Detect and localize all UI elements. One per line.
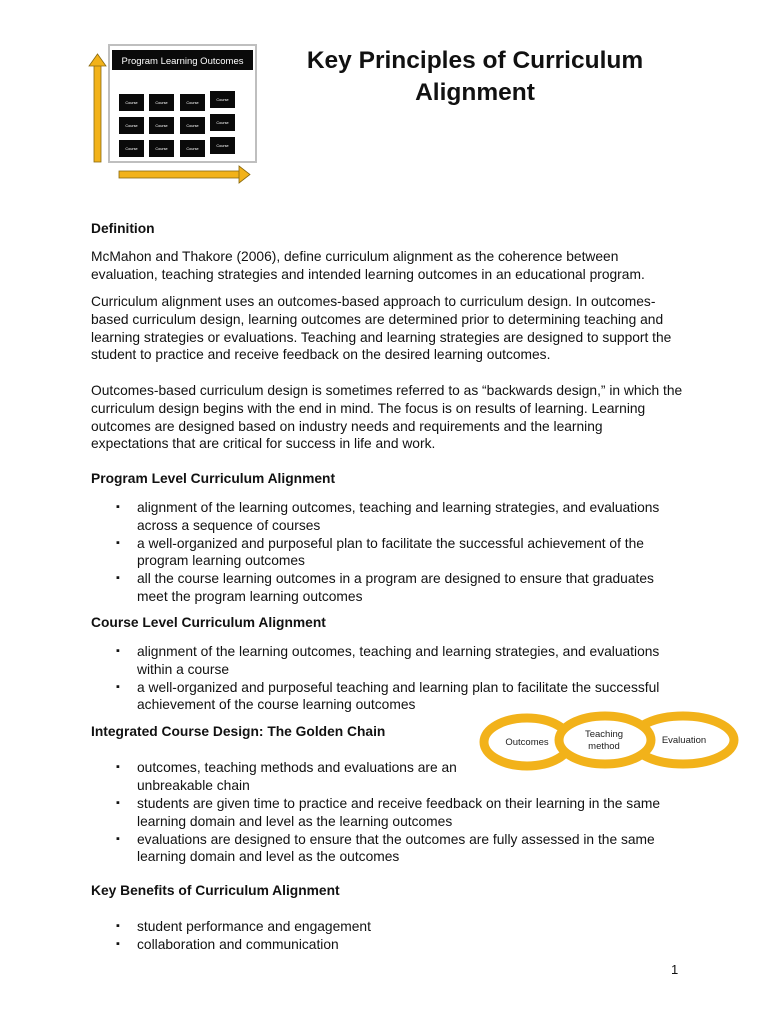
course-cell (180, 117, 205, 134)
benefits-list (91, 918, 681, 954)
course-cell-label: Course (125, 101, 138, 105)
outcomes-label: Outcomes (505, 737, 549, 748)
list-item: ▪ a well-organized and purposeful teaching and learning plan to facilitate the successful achievement of the course learning outcomes (91, 679, 681, 715)
program-level-heading: Program Level Curriculum Alignment (91, 471, 336, 486)
course-cell-label: Course (155, 124, 168, 128)
list-item: ▪ outcomes, teaching methods and evaluations are an unbreakable chain (91, 759, 471, 795)
course-cell-label: Course (186, 147, 199, 151)
course-cell (210, 137, 235, 154)
course-cell (149, 140, 174, 157)
teaching-label: Teaching (584, 729, 624, 740)
golden-chain-diagram (478, 708, 744, 774)
title-line-1: Key Principles of Curriculum (306, 47, 644, 74)
course-cell-label: Course (155, 147, 168, 151)
evaluation-label: Evaluation (661, 735, 707, 746)
course-cell (119, 94, 144, 111)
course-cell-label: Course (155, 101, 168, 105)
course-cell-label: Course (216, 98, 229, 102)
definition-paragraph-1: McMahon and Thakore (2006), define curriculum alignment as the coherence between evaluation, teaching strategies and intended learning outcomes in an educational program. (91, 249, 645, 282)
list-item: ▪ alignment of the learning outcomes, teaching and learning strategies, and evaluations across a sequence of courses (91, 499, 681, 535)
course-cell-label: Course (216, 121, 229, 125)
course-cell-label: Course (186, 101, 199, 105)
course-cell (180, 94, 205, 111)
definition-heading: Definition (91, 221, 155, 236)
course-cell (149, 94, 174, 111)
definition-paragraph-3: Outcomes-based curriculum design is sometimes referred to as “backwards design,” in which the curriculum design begins with the end in mind. The focus is on results of learning. Learning outcomes are designed based on industry needs and requirements and the learning expectations that are critical for success in life and work. (91, 383, 683, 452)
course-cell-label: Course (125, 147, 138, 151)
course-cell (119, 117, 144, 134)
page-title (270, 45, 680, 109)
list-item: ▪ all the course learning outcomes in a program are designed to ensure that graduates meet the program learning outcomes (91, 570, 681, 606)
course-cell-label: Course (186, 124, 199, 128)
course-cell-label: Course (216, 144, 229, 148)
list-item: ▪ a well-organized and purposeful plan to facilitate the successful achievement of the program learning outcomes (91, 535, 681, 571)
golden-chain-list-2 (91, 795, 681, 866)
course-level-heading: Course Level Curriculum Alignment (91, 615, 326, 630)
grid-title: Program Learning Outcomes (121, 56, 244, 67)
title-line-2: Alignment (415, 79, 535, 106)
curriculum-grid-figure (86, 42, 264, 190)
course-cell-label: Course (125, 124, 138, 128)
course-cell (119, 140, 144, 157)
list-item: ▪ collaboration and communication (91, 936, 681, 954)
benefits-heading: Key Benefits of Curriculum Alignment (91, 883, 340, 898)
course-cell (149, 117, 174, 134)
course-level-list (91, 643, 681, 714)
golden-chain-list-1 (91, 759, 471, 795)
method-label: method (588, 741, 620, 752)
course-cell (180, 140, 205, 157)
list-item: ▪ evaluations are designed to ensure that the outcomes are fully assessed in the same learning domain and level as the outcomes (91, 831, 681, 867)
definition-paragraph-2: Curriculum alignment uses an outcomes-based approach to curriculum design. In outcomes-based curriculum design, learning outcomes are determined prior to determining teaching and learning strategies or evaluations. Teaching and learning strategies are designed to support the student to practice and receive feedback on the desired learning outcomes. (91, 294, 672, 363)
teaching-method-link (559, 716, 651, 764)
course-cell (210, 114, 235, 131)
list-item: ▪ alignment of the learning outcomes, teaching and learning strategies, and evaluations within a course (91, 643, 681, 679)
list-item: ▪ students are given time to practice and receive feedback on their learning in the same learning domain and level as the learning outcomes (91, 795, 681, 831)
golden-chain-heading: Integrated Course Design: The Golden Chain (91, 724, 386, 739)
course-cell (210, 91, 235, 108)
list-item: ▪ student performance and engagement (91, 918, 681, 936)
program-level-list (91, 499, 681, 606)
page-number: 1 (671, 962, 679, 977)
